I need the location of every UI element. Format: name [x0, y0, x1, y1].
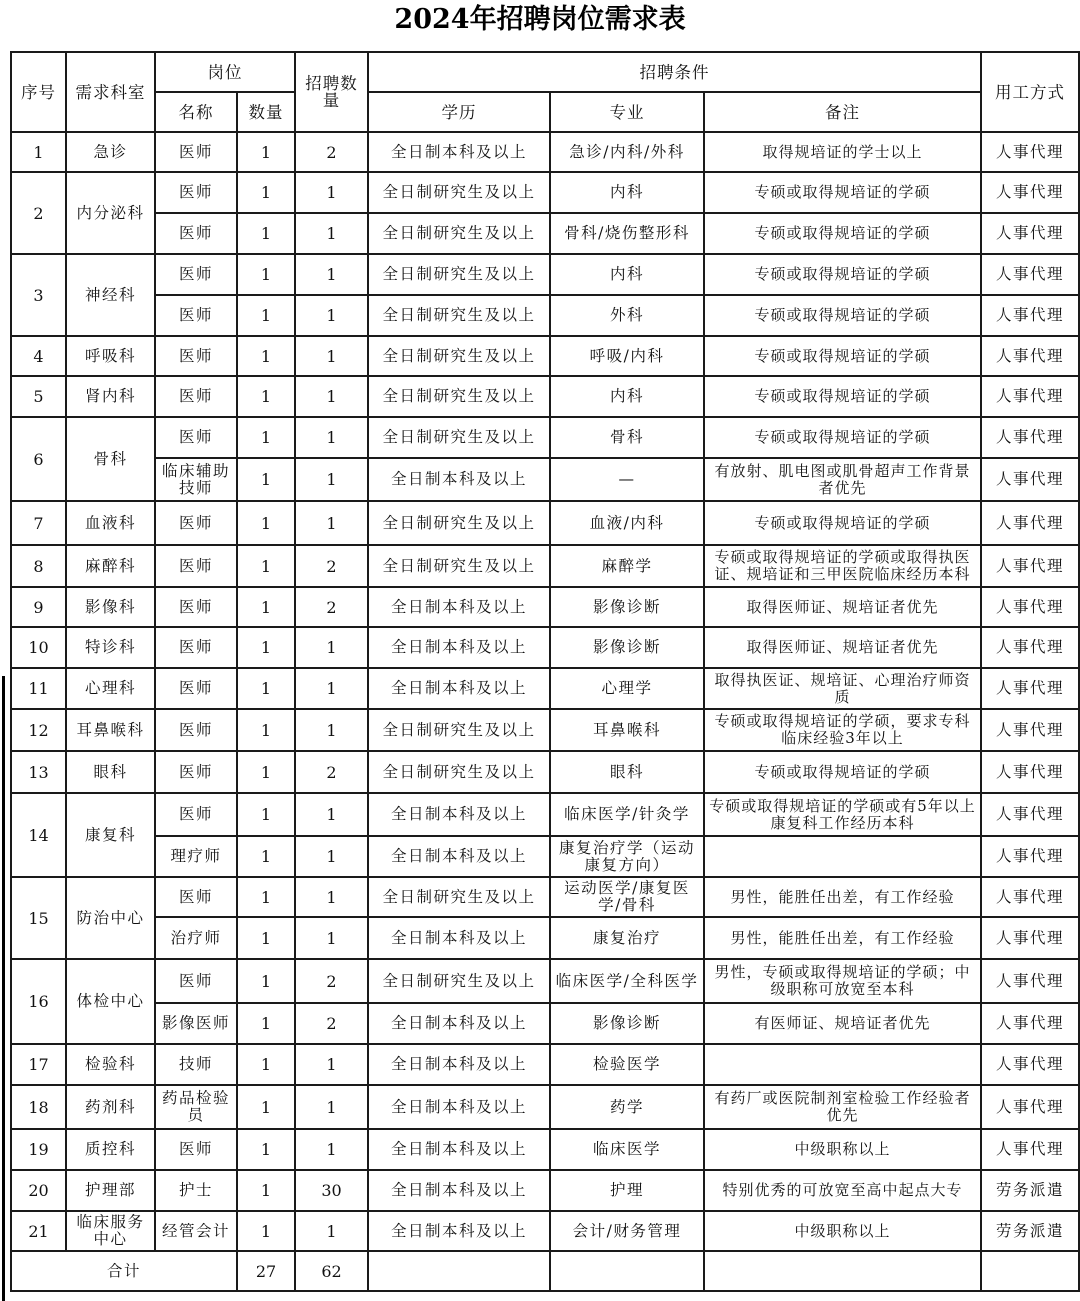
cell-dept: 麻醉科 — [66, 545, 155, 587]
cell-employment-type: 人事代理 — [981, 295, 1079, 336]
cell-notes: 取得规培证的学士以上 — [704, 132, 981, 172]
cell-position-name: 医师 — [155, 751, 237, 793]
header-notes: 备注 — [704, 92, 981, 132]
cell-position-count: 1 — [237, 836, 295, 877]
table-row — [11, 751, 1079, 793]
cell-notes: 专硕或取得规培证的学硕，要求专科临床经验3年以上 — [704, 709, 981, 751]
cell-employment-type: 人事代理 — [981, 917, 1079, 959]
cell-employment-type: 人事代理 — [981, 836, 1079, 877]
cell-education: 全日制研究生及以上 — [368, 501, 550, 545]
cell-position-name: 医师 — [155, 172, 237, 213]
table-row — [11, 1003, 1079, 1044]
cell-position-count: 1 — [237, 501, 295, 545]
table-header — [11, 52, 1079, 132]
cell-dept: 血液科 — [66, 501, 155, 545]
cell-position-count: 1 — [237, 1044, 295, 1085]
cell-position-name: 医师 — [155, 959, 237, 1003]
cell-notes: 专硕或取得规培证的学硕 — [704, 172, 981, 213]
cell-seq: 18 — [11, 1085, 66, 1129]
cell-hire-count: 1 — [295, 172, 368, 213]
table-row — [11, 458, 1079, 501]
cell-major: 影像诊断 — [550, 627, 704, 668]
cell-employment-type: 人事代理 — [981, 213, 1079, 254]
cell-position-name: 医师 — [155, 501, 237, 545]
page-title: 2024年招聘岗位需求表 — [394, 4, 686, 35]
cell-position-name: 影像医师 — [155, 1003, 237, 1044]
cell-major: 骨科/烧伤整形科 — [550, 213, 704, 254]
total-empty-notes — [704, 1251, 981, 1291]
cell-education: 全日制研究生及以上 — [368, 417, 550, 458]
cell-employment-type: 人事代理 — [981, 627, 1079, 668]
cell-major: 康复治疗 — [550, 917, 704, 959]
cell-education: 全日制研究生及以上 — [368, 959, 550, 1003]
cell-major: 影像诊断 — [550, 587, 704, 627]
table-body — [11, 132, 1079, 1251]
cell-dept: 呼吸科 — [66, 336, 155, 376]
cell-employment-type: 人事代理 — [981, 336, 1079, 376]
cell-education: 全日制研究生及以上 — [368, 213, 550, 254]
cell-dept: 防治中心 — [66, 877, 155, 959]
cell-major: 内科 — [550, 172, 704, 213]
cell-major: 麻醉学 — [550, 545, 704, 587]
cell-dept: 骨科 — [66, 417, 155, 501]
cell-major: 检验医学 — [550, 1044, 704, 1085]
cell-position-name: 技师 — [155, 1044, 237, 1085]
table-row — [11, 336, 1079, 376]
cell-education: 全日制本科及以上 — [368, 668, 550, 709]
cell-hire-count: 1 — [295, 254, 368, 295]
cell-education: 全日制本科及以上 — [368, 793, 550, 836]
cell-position-count: 1 — [237, 417, 295, 458]
table-row — [11, 1044, 1079, 1085]
cell-education: 全日制研究生及以上 — [368, 877, 550, 917]
cell-notes: 男性，专硕或取得规培证的学硕；中级职称可放宽至本科 — [704, 959, 981, 1003]
table-footer — [11, 1251, 1079, 1291]
cell-seq: 19 — [11, 1129, 66, 1170]
total-empty-type — [981, 1251, 1079, 1291]
cell-position-name: 治疗师 — [155, 917, 237, 959]
total-empty-education — [368, 1251, 550, 1291]
cell-education: 全日制研究生及以上 — [368, 751, 550, 793]
header-seq: 序号 — [11, 52, 66, 132]
cell-position-name: 医师 — [155, 132, 237, 172]
cell-major: 临床医学/全科医学 — [550, 959, 704, 1003]
cell-hire-count: 1 — [295, 213, 368, 254]
cell-education: 全日制本科及以上 — [368, 1170, 550, 1211]
cell-dept: 眼科 — [66, 751, 155, 793]
cell-hire-count: 2 — [295, 132, 368, 172]
cell-education: 全日制本科及以上 — [368, 836, 550, 877]
cell-position-name: 医师 — [155, 376, 237, 417]
cell-notes: 取得医师证、规培证者优先 — [704, 587, 981, 627]
cell-hire-count: 1 — [295, 627, 368, 668]
table-row — [11, 213, 1079, 254]
total-position-count: 27 — [237, 1251, 295, 1291]
cell-notes: 取得医师证、规培证者优先 — [704, 627, 981, 668]
header-conditions-group: 招聘条件 — [368, 52, 981, 92]
cell-hire-count: 1 — [295, 836, 368, 877]
cell-position-count: 1 — [237, 213, 295, 254]
cell-notes: 中级职称以上 — [704, 1211, 981, 1251]
cell-notes: 特别优秀的可放宽至高中起点大专 — [704, 1170, 981, 1211]
cell-hire-count: 1 — [295, 295, 368, 336]
cell-major: 影像诊断 — [550, 1003, 704, 1044]
cell-position-count: 1 — [237, 1003, 295, 1044]
cell-position-count: 1 — [237, 959, 295, 1003]
table-row — [11, 1211, 1079, 1251]
cell-notes: 专硕或取得规培证的学硕 — [704, 295, 981, 336]
cell-dept: 特诊科 — [66, 627, 155, 668]
cell-dept: 神经科 — [66, 254, 155, 336]
cell-notes: 有药厂或医院制剂室检验工作经验者优先 — [704, 1085, 981, 1129]
cell-employment-type: 人事代理 — [981, 751, 1079, 793]
cell-position-name: 医师 — [155, 1129, 237, 1170]
cell-employment-type: 人事代理 — [981, 501, 1079, 545]
cell-seq: 11 — [11, 668, 66, 709]
cell-hire-count: 1 — [295, 417, 368, 458]
cell-education: 全日制本科及以上 — [368, 1129, 550, 1170]
cell-hire-count: 1 — [295, 376, 368, 417]
cell-notes: 取得执医证、规培证、心理治疗师资质 — [704, 668, 981, 709]
cell-hire-count: 1 — [295, 793, 368, 836]
cell-seq: 14 — [11, 793, 66, 877]
table-row — [11, 1085, 1079, 1129]
cell-employment-type: 人事代理 — [981, 668, 1079, 709]
cell-education: 全日制研究生及以上 — [368, 709, 550, 751]
cell-dept: 护理部 — [66, 1170, 155, 1211]
cell-hire-count: 1 — [295, 1211, 368, 1251]
cell-seq: 17 — [11, 1044, 66, 1085]
cell-position-count: 1 — [237, 295, 295, 336]
cell-education: 全日制研究生及以上 — [368, 376, 550, 417]
cell-position-name: 医师 — [155, 213, 237, 254]
cell-hire-count: 1 — [295, 1129, 368, 1170]
cell-notes: 专硕或取得规培证的学硕 — [704, 213, 981, 254]
left-edge-bar — [2, 676, 5, 1301]
cell-position-count: 1 — [237, 254, 295, 295]
total-row — [11, 1251, 1079, 1291]
cell-position-count: 1 — [237, 1129, 295, 1170]
table-row — [11, 501, 1079, 545]
cell-seq: 9 — [11, 587, 66, 627]
table-row — [11, 668, 1079, 709]
table-row — [11, 376, 1079, 417]
table-row — [11, 1170, 1079, 1211]
cell-notes: 男性，能胜任出差，有工作经验 — [704, 877, 981, 917]
cell-hire-count: 30 — [295, 1170, 368, 1211]
cell-education: 全日制本科及以上 — [368, 1211, 550, 1251]
cell-notes: 专硕或取得规培证的学硕 — [704, 417, 981, 458]
cell-employment-type: 人事代理 — [981, 458, 1079, 501]
cell-seq: 20 — [11, 1170, 66, 1211]
cell-employment-type: 劳务派遣 — [981, 1170, 1079, 1211]
cell-notes: 专硕或取得规培证的学硕 — [704, 376, 981, 417]
total-empty-major — [550, 1251, 704, 1291]
cell-major: 眼科 — [550, 751, 704, 793]
cell-employment-type: 人事代理 — [981, 709, 1079, 751]
cell-employment-type: 人事代理 — [981, 417, 1079, 458]
cell-position-count: 1 — [237, 751, 295, 793]
cell-position-name: 医师 — [155, 587, 237, 627]
cell-notes: 男性，能胜任出差，有工作经验 — [704, 917, 981, 959]
cell-dept: 药剂科 — [66, 1085, 155, 1129]
cell-employment-type: 人事代理 — [981, 1085, 1079, 1129]
cell-position-count: 1 — [237, 793, 295, 836]
header-employment-type: 用工方式 — [981, 52, 1079, 132]
cell-employment-type: 人事代理 — [981, 959, 1079, 1003]
header-position-count: 数量 — [237, 92, 295, 132]
cell-dept: 影像科 — [66, 587, 155, 627]
cell-employment-type: 人事代理 — [981, 172, 1079, 213]
cell-seq: 1 — [11, 132, 66, 172]
cell-seq: 6 — [11, 417, 66, 501]
recruitment-table — [10, 51, 1080, 1292]
cell-employment-type: 人事代理 — [981, 1003, 1079, 1044]
table-row — [11, 587, 1079, 627]
cell-dept: 急诊 — [66, 132, 155, 172]
cell-position-count: 1 — [237, 877, 295, 917]
cell-major: 血液/内科 — [550, 501, 704, 545]
cell-position-count: 1 — [237, 458, 295, 501]
cell-education: 全日制研究生及以上 — [368, 172, 550, 213]
table-row — [11, 959, 1079, 1003]
cell-position-name: 医师 — [155, 545, 237, 587]
cell-seq: 15 — [11, 877, 66, 959]
header-hire-count: 招聘数量 — [295, 52, 368, 132]
header-position-group: 岗位 — [155, 52, 295, 92]
cell-seq: 12 — [11, 709, 66, 751]
table-row — [11, 917, 1079, 959]
cell-seq: 16 — [11, 959, 66, 1044]
cell-education: 全日制本科及以上 — [368, 587, 550, 627]
cell-major: 运动医学/康复医学/骨科 — [550, 877, 704, 917]
cell-education: 全日制本科及以上 — [368, 132, 550, 172]
cell-major: 护理 — [550, 1170, 704, 1211]
table-row — [11, 793, 1079, 836]
cell-hire-count: 1 — [295, 877, 368, 917]
cell-notes: 专硕或取得规培证的学硕 — [704, 751, 981, 793]
cell-notes: 专硕或取得规培证的学硕或有5年以上康复科工作经历本科 — [704, 793, 981, 836]
cell-seq: 4 — [11, 336, 66, 376]
table-row — [11, 254, 1079, 295]
cell-position-count: 1 — [237, 545, 295, 587]
cell-seq: 8 — [11, 545, 66, 587]
cell-position-name: 医师 — [155, 417, 237, 458]
cell-position-name: 医师 — [155, 793, 237, 836]
cell-employment-type: 人事代理 — [981, 545, 1079, 587]
table-row — [11, 836, 1079, 877]
cell-dept: 心理科 — [66, 668, 155, 709]
cell-employment-type: 人事代理 — [981, 1129, 1079, 1170]
cell-major: 急诊/内科/外科 — [550, 132, 704, 172]
cell-notes: 专硕或取得规培证的学硕 — [704, 254, 981, 295]
cell-dept: 康复科 — [66, 793, 155, 877]
cell-education: 全日制本科及以上 — [368, 1085, 550, 1129]
cell-position-count: 1 — [237, 1211, 295, 1251]
cell-notes — [704, 1044, 981, 1085]
cell-hire-count: 1 — [295, 336, 368, 376]
cell-education: 全日制本科及以上 — [368, 1044, 550, 1085]
cell-major: 临床医学/针灸学 — [550, 793, 704, 836]
table-row — [11, 172, 1079, 213]
cell-position-count: 1 — [237, 587, 295, 627]
cell-employment-type: 劳务派遣 — [981, 1211, 1079, 1251]
table-row — [11, 877, 1079, 917]
cell-position-name: 医师 — [155, 709, 237, 751]
cell-education: 全日制研究生及以上 — [368, 254, 550, 295]
header-position-name: 名称 — [155, 92, 237, 132]
cell-notes: 专硕或取得规培证的学硕 — [704, 501, 981, 545]
cell-seq: 7 — [11, 501, 66, 545]
cell-employment-type: 人事代理 — [981, 254, 1079, 295]
cell-hire-count: 1 — [295, 458, 368, 501]
cell-seq: 21 — [11, 1211, 66, 1251]
cell-education: 全日制本科及以上 — [368, 917, 550, 959]
cell-notes: 有医师证、规培证者优先 — [704, 1003, 981, 1044]
total-label: 合计 — [11, 1251, 237, 1291]
cell-major: 耳鼻喉科 — [550, 709, 704, 751]
table-row — [11, 295, 1079, 336]
cell-hire-count: 1 — [295, 668, 368, 709]
cell-seq: 5 — [11, 376, 66, 417]
header-dept: 需求科室 — [66, 52, 155, 132]
cell-position-name: 理疗师 — [155, 836, 237, 877]
cell-notes: 专硕或取得规培证的学硕 — [704, 336, 981, 376]
cell-seq: 13 — [11, 751, 66, 793]
table-row — [11, 132, 1079, 172]
cell-education: 全日制本科及以上 — [368, 627, 550, 668]
cell-seq: 3 — [11, 254, 66, 336]
cell-employment-type: 人事代理 — [981, 132, 1079, 172]
cell-major: 外科 — [550, 295, 704, 336]
table-row — [11, 627, 1079, 668]
cell-education: 全日制研究生及以上 — [368, 336, 550, 376]
cell-dept: 耳鼻喉科 — [66, 709, 155, 751]
cell-position-name: 经管会计 — [155, 1211, 237, 1251]
cell-dept: 肾内科 — [66, 376, 155, 417]
cell-position-count: 1 — [237, 1085, 295, 1129]
cell-position-name: 护士 — [155, 1170, 237, 1211]
cell-dept: 检验科 — [66, 1044, 155, 1085]
header-major: 专业 — [550, 92, 704, 132]
cell-major: — — [550, 458, 704, 501]
cell-major: 康复治疗学（运动康复方向） — [550, 836, 704, 877]
cell-position-count: 1 — [237, 627, 295, 668]
cell-hire-count: 1 — [295, 501, 368, 545]
cell-major: 内科 — [550, 254, 704, 295]
cell-position-count: 1 — [237, 132, 295, 172]
cell-position-count: 1 — [237, 917, 295, 959]
table-row — [11, 417, 1079, 458]
cell-position-name: 药品检验员 — [155, 1085, 237, 1129]
cell-notes: 中级职称以上 — [704, 1129, 981, 1170]
cell-major: 会计/财务管理 — [550, 1211, 704, 1251]
cell-major: 呼吸/内科 — [550, 336, 704, 376]
cell-seq: 2 — [11, 172, 66, 254]
cell-education: 全日制本科及以上 — [368, 458, 550, 501]
cell-employment-type: 人事代理 — [981, 587, 1079, 627]
cell-position-count: 1 — [237, 668, 295, 709]
cell-education: 全日制本科及以上 — [368, 1003, 550, 1044]
cell-position-count: 1 — [237, 1170, 295, 1211]
cell-hire-count: 2 — [295, 587, 368, 627]
cell-employment-type: 人事代理 — [981, 376, 1079, 417]
total-hire-count: 62 — [295, 1251, 368, 1291]
header-education: 学历 — [368, 92, 550, 132]
cell-dept: 体检中心 — [66, 959, 155, 1044]
cell-employment-type: 人事代理 — [981, 877, 1079, 917]
cell-notes — [704, 836, 981, 877]
cell-seq: 10 — [11, 627, 66, 668]
cell-position-count: 1 — [237, 336, 295, 376]
cell-major: 药学 — [550, 1085, 704, 1129]
cell-hire-count: 2 — [295, 959, 368, 1003]
cell-position-name: 医师 — [155, 336, 237, 376]
cell-hire-count: 1 — [295, 1044, 368, 1085]
cell-employment-type: 人事代理 — [981, 1044, 1079, 1085]
cell-dept: 内分泌科 — [66, 172, 155, 254]
cell-notes: 有放射、肌电图或肌骨超声工作背景者优先 — [704, 458, 981, 501]
cell-hire-count: 1 — [295, 1085, 368, 1129]
cell-major: 临床医学 — [550, 1129, 704, 1170]
cell-position-name: 医师 — [155, 627, 237, 668]
cell-position-name: 医师 — [155, 295, 237, 336]
cell-position-count: 1 — [237, 376, 295, 417]
cell-education: 全日制研究生及以上 — [368, 295, 550, 336]
cell-major: 心理学 — [550, 668, 704, 709]
cell-dept: 质控科 — [66, 1129, 155, 1170]
table-row — [11, 545, 1079, 587]
cell-position-name: 医师 — [155, 877, 237, 917]
cell-position-count: 1 — [237, 172, 295, 213]
cell-major: 内科 — [550, 376, 704, 417]
table-row — [11, 1129, 1079, 1170]
cell-education: 全日制研究生及以上 — [368, 545, 550, 587]
cell-employment-type: 人事代理 — [981, 793, 1079, 836]
cell-dept: 临床服务中心 — [66, 1211, 155, 1251]
cell-hire-count: 1 — [295, 917, 368, 959]
cell-position-name: 医师 — [155, 254, 237, 295]
cell-major: 骨科 — [550, 417, 704, 458]
cell-hire-count: 2 — [295, 751, 368, 793]
cell-hire-count: 1 — [295, 709, 368, 751]
cell-hire-count: 2 — [295, 1003, 368, 1044]
cell-position-count: 1 — [237, 709, 295, 751]
cell-hire-count: 2 — [295, 545, 368, 587]
cell-position-name: 医师 — [155, 668, 237, 709]
cell-notes: 专硕或取得规培证的学硕或取得执医证、规培证和三甲医院临床经历本科 — [704, 545, 981, 587]
table-row — [11, 709, 1079, 751]
cell-position-name: 临床辅助技师 — [155, 458, 237, 501]
